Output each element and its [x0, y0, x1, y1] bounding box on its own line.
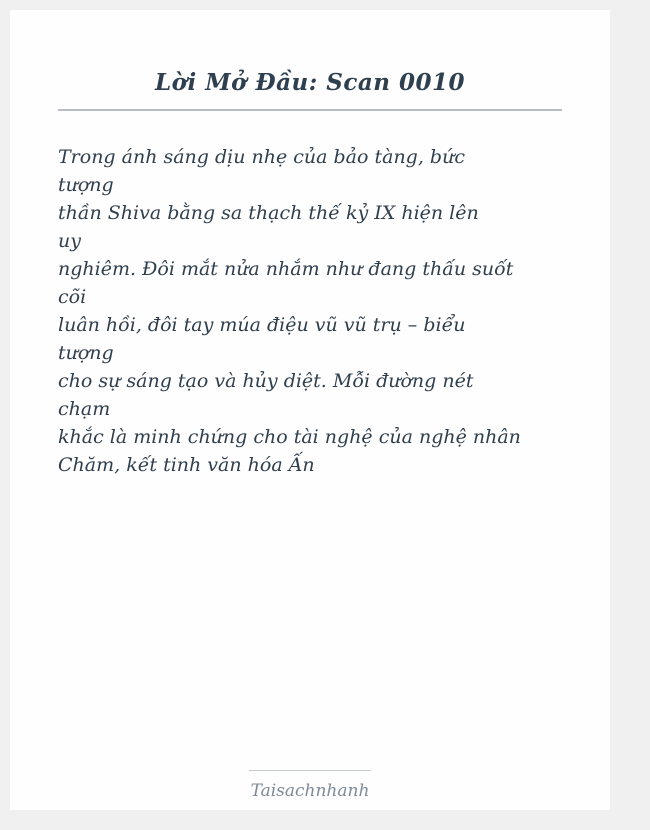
body-line: khắc là minh chứng cho tài nghệ của nghệ nhân: [58, 426, 521, 448]
footer-divider: [249, 770, 371, 771]
document-page: [10, 10, 610, 810]
page-footer: [10, 770, 610, 802]
body-line: cõi: [58, 286, 87, 308]
body-line: Trong ánh sáng dịu nhẹ của bảo tàng, bức: [58, 146, 465, 168]
body-line: nghiêm. Đôi mắt nửa nhắm như đang thấu suốt: [58, 258, 514, 280]
body-line: tượng: [58, 342, 114, 364]
body-text: [58, 143, 562, 479]
body-line: thần Shiva bằng sa thạch thế kỷ IX hiện lên: [58, 202, 479, 224]
body-line: uy: [58, 230, 81, 252]
body-line: chạm: [58, 398, 111, 420]
body-line: cho sự sáng tạo và hủy diệt. Mỗi đường nét: [58, 370, 474, 392]
footer-brand: Taisachnhanh: [250, 781, 370, 801]
title-divider: [58, 109, 562, 111]
body-line: luân hồi, đôi tay múa điệu vũ vũ trụ – biểu: [58, 314, 466, 336]
body-line: Chăm, kết tinh văn hóa Ấn: [58, 454, 315, 476]
body-line: tượng: [58, 174, 114, 196]
page-title: Lời Mở Đầu: Scan 0010: [154, 69, 466, 96]
